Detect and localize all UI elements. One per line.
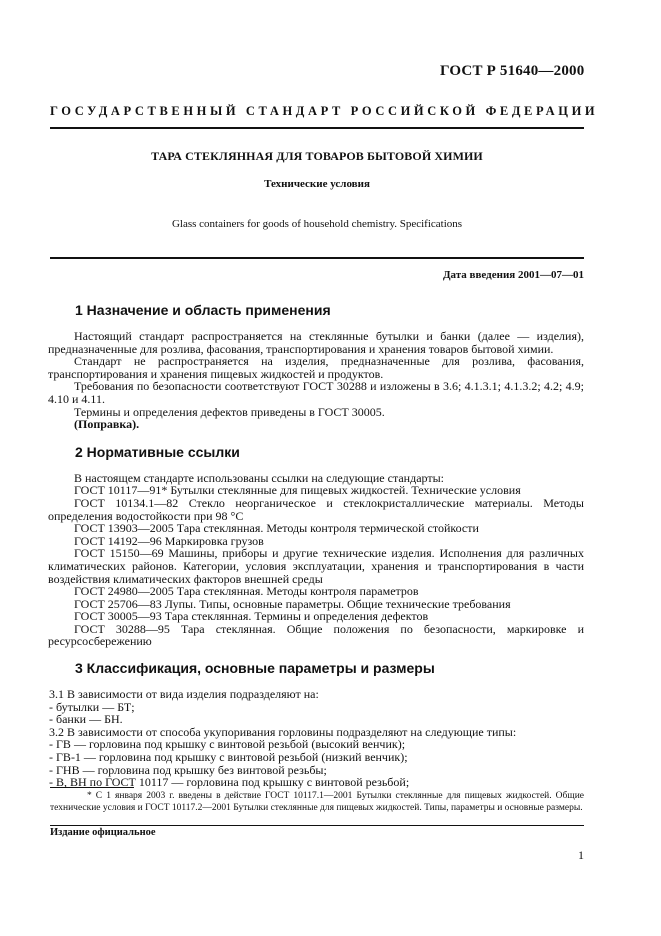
classification-line: - ГВ — горловина под крышку с винтовой резьбой (высокий венчик); <box>49 737 406 752</box>
footnote-separator <box>50 787 134 788</box>
document-code: ГОСТ Р 51640—2000 <box>440 63 585 79</box>
footnote: * С 1 января 2003 г. введены в действие ГОСТ 10117.1—2001 Бутылки стеклянные для пищевых жидкостей. Общие технические условия и ГОСТ 10117.2—2001 Бутылки стеклянные для пищевых жидкостей. Типы, параметры и основные размеры. <box>50 791 584 813</box>
reference-item: ГОСТ 30005—93 Тара стеклянная. Термины и определения дефектов <box>74 609 429 624</box>
section-2-heading: 2 Нормативные ссылки <box>75 443 240 460</box>
paragraph: Термины и определения дефектов приведены в ГОСТ 30005. <box>74 404 385 419</box>
reference-item: ГОСТ 13903—2005 Тара стеклянная. Методы контроля термической стойкости <box>74 521 479 536</box>
main-content <box>48 302 584 790</box>
introduction-date: Дата введения 2001—07—01 <box>442 269 584 281</box>
reference-item: ГОСТ 15150—69 Машины, приборы и другие технические изделия. Исполнения для различных климатических районов. Категории, условия эксплуатации, хранения и транспортирования в части воздействия климатических факторов внешней среды <box>48 546 584 586</box>
title-rule <box>50 257 584 259</box>
organization-title: ГОСУДАРСТВЕННЫЙ СТАНДАРТ РОССИЙСКОЙ ФЕДЕРАЦИИ <box>50 104 599 118</box>
reference-item: ГОСТ 10134.1—82 Стекло неорганическое и стеклокристаллические материалы. Методы определения водостойкости при 98 °С <box>48 495 584 523</box>
paragraph: Стандарт не распространяется на изделия, предназначенные для розлива, фасования, транспортирования и хранения пищевых жидкостей и продуктов. <box>48 354 584 381</box>
section-3-heading: 3 Классификация, основные параметры и размеры <box>75 660 435 677</box>
classification-line: 3.2 В зависимости от способа укупоривания горловины подразделяют на следующие типы: <box>49 724 517 739</box>
english-title: Glass containers for goods of household chemistry. Specifications <box>171 218 463 230</box>
classification-line: 3.1 В зависимости от вида изделия подразделяют на: <box>49 687 319 702</box>
document-subtitle: Технические условия <box>264 178 370 190</box>
classification-line: - бутылки — БТ; <box>49 699 135 714</box>
reference-item: ГОСТ 14192—96 Маркировка грузов <box>74 533 264 548</box>
classification-line: - ГВ-1 — горловина под крышку с винтовой резьбой (низкий венчик); <box>49 750 408 765</box>
amendment-note <box>48 418 584 431</box>
reference-item: ГОСТ 30288—95 Тара стеклянная. Общие положения по безопасности, маркировке и ресурсосбережению <box>48 621 584 649</box>
section-1-heading: 1 Назначение и область применения <box>75 302 331 318</box>
reference-item: ГОСТ 25706—83 Лупы. Типы, основные параметры. Общие технические требования <box>74 596 511 611</box>
edition-rule <box>50 825 584 826</box>
classification-line: - банки — БН. <box>49 712 123 727</box>
document-title: ТАРА СТЕКЛЯННАЯ ДЛЯ ТОВАРОВ БЫТОВОЙ ХИМИИ <box>151 149 483 163</box>
reference-item: ГОСТ 24980—2005 Тара стеклянная. Методы контроля параметров <box>74 584 419 599</box>
header-rule <box>50 127 584 129</box>
amendment-text: (Поправка). <box>74 417 140 432</box>
classification-line: - В, ВН по ГОСТ 10117 — горловина под крышку с винтовой резьбой; <box>49 775 410 790</box>
reference-item: В настоящем стандарте использованы ссылки на следующие стандарты: <box>74 470 445 485</box>
reference-item: ГОСТ 10117—91* Бутылки стеклянные для пищевых жидкостей. Технические условия <box>74 483 521 498</box>
paragraph: Требования по безопасности соответствуют ГОСТ 30288 и изложены в 3.6; 4.1.3.1; 4.1.3.2; 4.2; 4.9; 4.10 и 4.11. <box>48 379 584 406</box>
paragraph: Настоящий стандарт распространяется на стеклянные бутылки и банки (далее — изделия), предназначенные для розлива, фасования, транспортирования и хранения товаров бытовой химии. <box>48 329 584 356</box>
classification-line: - ГНВ — горловина под крышку без винтовой резьбы; <box>49 762 327 777</box>
page-number: 1 <box>578 848 584 862</box>
edition-label: Издание официальное <box>50 827 156 838</box>
